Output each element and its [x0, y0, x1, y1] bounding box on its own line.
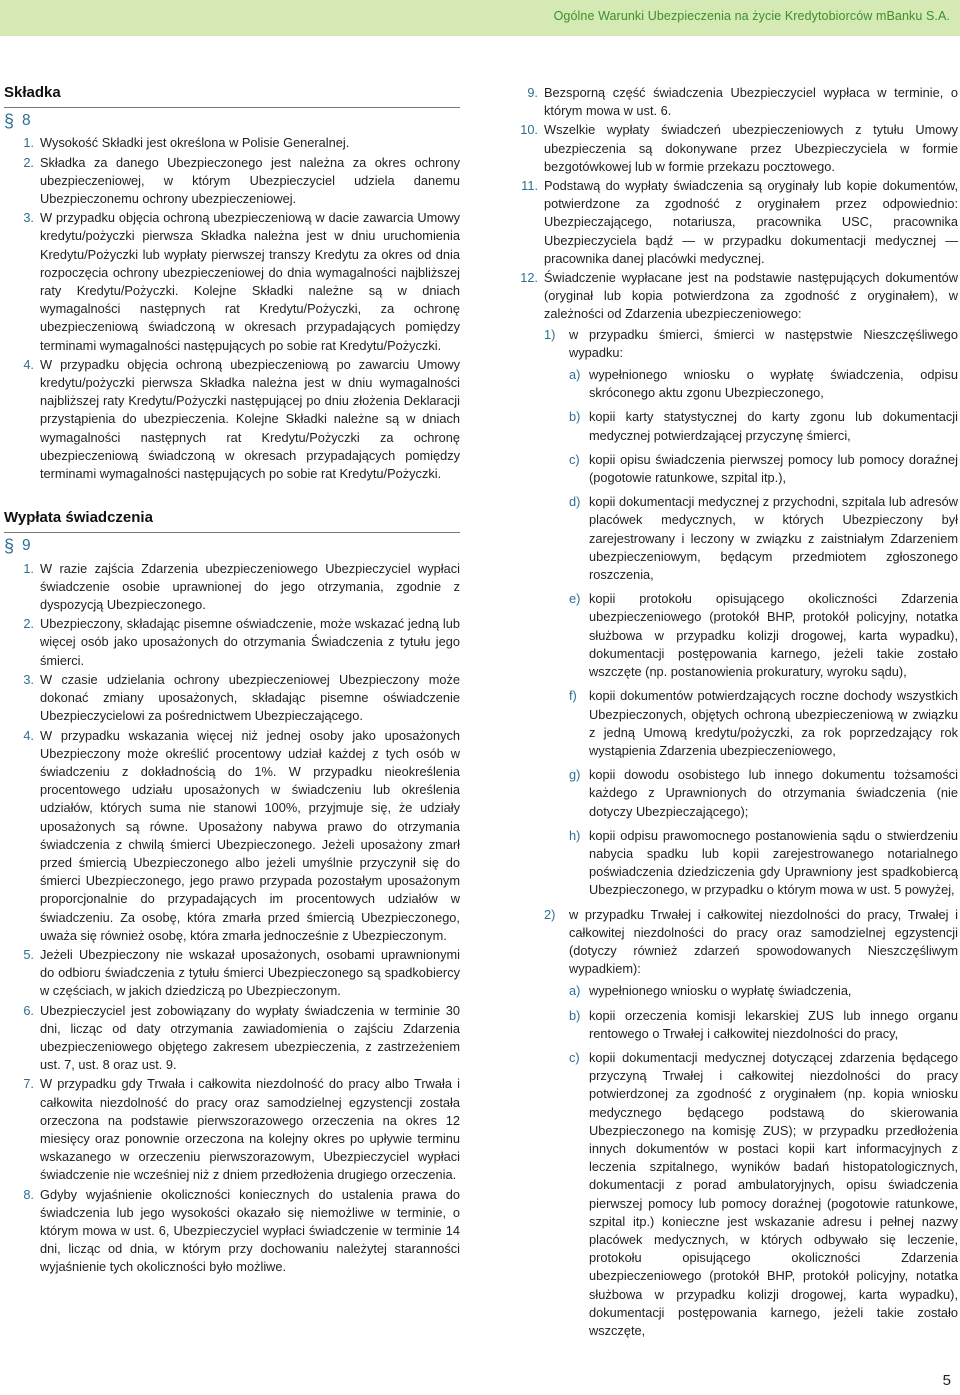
nested-sublist-item: [569, 493, 958, 584]
nested-sublist-item: [569, 687, 958, 760]
item-number: 4.: [23, 727, 34, 743]
item-number: 4.: [23, 356, 34, 372]
nested-text: kopii dokumentacji medycznej dotyczącej zdarzenia będącego przyczyną Trwałej i całkowitej niezdolności do pracy potwierdzonej za zgodność z oryginałem (np. kopia wniosku medycznego będącego podstawą do skierowania Ubezpieczonego na komisję ZUS); w przypadku przedłożenia innych dokumentów w postaci kopii kart informacyjnych z leczenia szpitalnego, wyników badań histopatologicznych, dokumentacji z porad ambulatoryjnych, opisu świadczenia pierwszej pomocy lub pomocy doraźnej (pogotowie ratunkowe, szpital itp.) konieczne jest wskazanie adresu i pełnej nazwy placówek medycznych, w których odbywało się leczenie, protokołu opisującego okoliczności Zdarzenia ubezpieczeniowego (protokół BHP, protokół policyjny, notatka służbowa w przypadku kolizji drogowej, karta wypadku), dokumentacji postępowania karnego, jeżeli takie zostało wszczęte,: [589, 1049, 958, 1338]
section-9-title: Wypłata świadczenia: [4, 509, 153, 527]
item-text: Świadczenie wypłacane jest na podstawie następujących dokumentów (oryginał lub kopia potwierdzona za zgodność z oryginałem), w zależności od Zdarzenia ubezpieczeniowego:: [544, 270, 958, 322]
sublist-marker: 1): [544, 326, 556, 342]
nested-text: kopii karty statystycznej do karty zgonu lub dokumentacji medycznej potwierdzającej przyczynę śmierci,: [589, 409, 958, 443]
item-text: W razie zajścia Zdarzenia ubezpieczeniowego Ubezpieczyciel wypłaci świadczenie osobie uprawnionej do jego otrzymania, zgodnie z dyspozycją Ubezpieczonego.: [40, 560, 460, 613]
nested-sublist-item: [569, 1007, 958, 1043]
section-9-number: [4, 537, 460, 555]
list-item: [4, 209, 460, 355]
nested-sublist-item: [569, 766, 958, 821]
left-column: [4, 84, 460, 1278]
list-item: [4, 727, 460, 945]
nested-sublist-item: [569, 982, 958, 1000]
sublist-marker: 2): [544, 906, 556, 922]
nested-sublist-item: [569, 366, 958, 402]
list-item: [508, 269, 958, 1340]
item-text: Jeżeli Ubezpieczony nie wskazał uposażonych, osobami uprawnionymi do odbioru świadczenia z tytułu śmierci Ubezpieczonego są spadkobiercy w częściach, w jakich dziedziczą po Ubezpieczonym.: [40, 946, 460, 999]
nested-marker: c): [569, 1049, 580, 1065]
list-item: [4, 560, 460, 615]
section-divider: [4, 107, 460, 108]
section-8-title: Składka: [4, 84, 61, 101]
item-number: 11.: [521, 178, 538, 194]
section-number: 9: [22, 537, 31, 555]
list-item: [4, 356, 460, 483]
section-9-list: [4, 560, 460, 1277]
item-text: Bezsporną część świadczenia Ubezpieczyciel wypłaca w terminie, o którym mowa w ust. 6.: [544, 85, 958, 119]
nested-sublist: [569, 366, 958, 899]
item-text: W przypadku wskazania więcej niż jednej osoby jako uposażonych Ubezpieczony może określić procentowy udział każdej z tych osób w świadczeniu z dokładnością do 1%. W przypadku nieokreślenia procentowego udziału uposażonych w świadczeniu lub określenia udziałów, których suma nie stanowi 100%, przyjmuje się, że udziały uposażonych są równe. Uposażony nabywa prawo do otrzymania świadczenia z chwilą śmierci Ubezpieczonego. Jeżeli uposażony zmarł przed śmiercią Ubezpieczonego albo jeżeli umyślnie przyczynił się do śmierci Ubezpieczonego, jego prawo przypada pozostałym uposażonym proporcjonalnie do przypadających im procentowych udziałów w świadczeniu. Za osobę, która zmarła przed śmiercią Ubezpieczonego, uważa się również osobę, która zmarła jednocześnie z Ubezpieczonym.: [40, 727, 460, 943]
item-text: W przypadku objęcia ochroną ubezpieczeniową po zawarciu Umowy kredytu/pożyczki pierwsza Składka należna jest w dniu wymagalności najbliższej raty Kredytu/Pożyczki następującej po dniu złożenia Deklaracji przystąpienia do ubezpieczenia. Kolejne Składki należne są w dniach wymagalności następnych rat Kredytu/Pożyczki za ochronę ubezpieczeniową świadczoną w okresach przypadających pomiędzy terminami wymagalności następujących po sobie rat Kredytu/Pożyczki.: [40, 356, 460, 482]
nested-sublist-item: [569, 827, 958, 900]
page-number: 5: [942, 1372, 951, 1389]
item-text: Wysokość Składki jest określona w Polisie Generalnej.: [40, 135, 350, 151]
list-item: [4, 134, 460, 152]
list-item: [508, 177, 958, 268]
sublist-item: [544, 326, 958, 900]
list-item: [4, 154, 460, 209]
item-text: W czasie udzielania ochrony ubezpieczeniowej Ubezpieczony może dokonać zmiany uposażonych, składając pisemne oświadczenie Ubezpieczycielowi za pośrednictwem Ubezpieczającego.: [40, 671, 460, 724]
list-item: [4, 1075, 460, 1184]
item-number: 7.: [23, 1076, 34, 1092]
section-9-item-12-list: [508, 269, 958, 1340]
item-number: 2.: [23, 616, 34, 632]
list-item: [4, 615, 460, 670]
section-number: 8: [22, 112, 31, 130]
list-item: [4, 946, 460, 1001]
item-number: 1.: [23, 560, 34, 576]
item-number: 8.: [23, 1186, 34, 1202]
item-text: Składka za danego Ubezpieczonego jest należna za okres ochrony ubezpieczeniowej, w którym Ubezpieczyciel udziela danemu Ubezpieczonemu ochrony ubezpieczeniowej.: [40, 154, 460, 207]
list-item: [4, 1186, 460, 1277]
item-number: 12.: [520, 270, 538, 286]
nested-marker: d): [569, 494, 581, 510]
nested-text: kopii orzeczenia komisji lekarskiej ZUS lub innego organu rentowego o Trwałej i całkowitej niezdolności do pracy,: [589, 1007, 958, 1041]
nested-text: wypełnionego wniosku o wypłatę świadczenia, odpisu skróconego aktu zgonu Ubezpieczonego,: [589, 367, 958, 401]
section-8-number: [4, 112, 460, 130]
right-column: [508, 84, 958, 1346]
item-number: 5.: [23, 946, 34, 962]
header-bar: [0, 0, 960, 36]
nested-sublist-item: [569, 451, 958, 487]
sublist-item: [544, 906, 958, 1341]
nested-marker: f): [569, 688, 577, 704]
section-8-list: [4, 134, 460, 483]
item-number: 6.: [23, 1002, 34, 1018]
item-number: 9.: [527, 85, 538, 100]
item-number: 2.: [23, 154, 34, 170]
sublist-text: w przypadku Trwałej i całkowitej niezdolności do pracy, Trwałej i całkowitej niezdolności do pracy oraz samodzielnej egzystencji (dotyczy również zdarzeń spowodowanych Nieszczęśliwym wypadkiem):: [569, 906, 958, 977]
nested-text: kopii opisu świadczenia pierwszej pomocy lub pomocy doraźnej (pogotowie ratunkowe, szpital itp.),: [589, 451, 958, 486]
nested-marker: e): [569, 591, 581, 607]
nested-text: kopii dokumentów potwierdzających roczne dochody wszystkich Ubezpieczonych, objętych ochroną ubezpieczeniową w związku z jedną Umową kredytu/pożyczki, za rok poprzedzający rok wystąpienia Zdarzenia ubezpieczeniowego,: [589, 688, 958, 758]
nested-marker: g): [569, 767, 581, 783]
document-title: Ogólne Warunki Ubezpieczenia na życie Kredytobiorców mBanku S.A.: [553, 9, 950, 23]
nested-text: kopii odpisu prawomocnego postanowienia sądu o stwierdzeniu nabycia spadku lub kopii zarejestrowanego notarialnego poświadczenia dziedziczenia gdy Uprawniony jest spadkobiercą Ubezpieczonego, w przypadku o którym mowa w ust. 5 powyżej,: [589, 827, 958, 898]
nested-sublist-item: [569, 1049, 958, 1340]
nested-sublist-item: [569, 408, 958, 444]
nested-marker: h): [569, 827, 581, 843]
list-item: [508, 84, 958, 120]
nested-text: kopii dokumentacji medycznej z przychodni, szpitala lub adresów placówek medycznych, w których Ubezpieczony był zarejestrowany i leczony w związku z zaistniałym Zdarzeniem ubezpieczeniowym, będącym przedmiotem zgłoszonego roszczenia,: [589, 494, 958, 583]
nested-text: wypełnionego wniosku o wypłatę świadczenia,: [589, 983, 852, 999]
item-text: Podstawą do wypłaty świadczenia są oryginały lub kopie dokumentów, potwierdzone za zgodność z oryginałem przez odpowiednio: Ubezpieczającego, notariusza, pracownika USC, pracownika Ubezpieczyciela bądź — w przypadku dokumentacji medycznej — pracownika danej placówki medycznej.: [544, 178, 958, 266]
nested-marker: a): [569, 983, 581, 999]
item-text: Ubezpieczyciel jest zobowiązany do wypłaty świadczenia w terminie 30 dni, licząc od daty otrzymania zawiadomienia o zajściu Zdarzenia ubezpieczeniowego objętego zakresem ubezpieczenia, z zastrzeżeniem ust. 7, ust. 8 oraz ust. 9.: [40, 1002, 460, 1073]
item-text: W przypadku gdy Trwała i całkowita niezdolność do pracy albo Trwała i całkowita niezdolność do pracy oraz samodzielnej egzystencji została orzeczona na podstawie pierwszorazowego orzeczenia na okres 12 miesięcy oraz ponownie orzeczona na kolejny okres po upływie terminu wskazanego w orzeczeniu pierwszorazowym, Ubezpieczyciel wypłaci świadczenie nie wcześniej niż z dniem przedłożenia drugiego orzeczenia.: [40, 1076, 460, 1183]
item-number: 3.: [23, 210, 34, 226]
nested-text: kopii protokołu opisującego okoliczności Zdarzenia ubezpieczeniowego (protokół BHP, protokół policyjny, notatka służbowa w przypadku kolizji drogowej, karta wypadku), dokumentacji postępowania karnego, jeżeli takie zostało wszczęte (np. postanowienia prokuratury, wyroku sądu),: [589, 591, 958, 680]
item-12-sublist: [544, 326, 958, 1341]
item-text: Ubezpieczony, składając pisemne oświadczenie, może wskazać jedną lub więcej osób jako uposażonych do otrzymania Świadczenia z tytułu jego śmierci.: [40, 616, 460, 668]
list-item: [4, 1002, 460, 1075]
item-text: Wszelkie wypłaty świadczeń ubezpieczeniowych z tytułu Umowy ubezpieczenia są dokonywane przez Ubezpieczyciela w formie bezgotówkowej lub w formie przekazu pocztowego.: [544, 122, 958, 174]
section-8: [4, 84, 460, 483]
list-item: [508, 121, 958, 176]
paragraph-sign-icon: §: [4, 536, 15, 557]
nested-sublist: [569, 982, 958, 1340]
paragraph-sign-icon: §: [4, 111, 15, 132]
section-9-list-continued: [508, 84, 958, 268]
list-item: [4, 671, 460, 726]
section-9: [4, 509, 460, 1276]
nested-marker: b): [569, 1007, 581, 1023]
section-divider: [4, 532, 460, 533]
item-text: W przypadku objęcia ochroną ubezpieczeniową w dacie zawarcia Umowy kredytu/pożyczki pierwsza Składka należna jest w dniu uruchomienia Kredytu/Pożyczki lub wypłaty pierwszej transzy Kredytu za okres od dnia rozpoczęcia ochrony ubezpieczeniowej do dnia wymagalności najbliższej raty Kredytu/Pożyczki. Kolejne Składki należne są w dniach wymagalności następnych rat Kredytu/Pożyczki, za ochronę ubezpieczeniową świadczoną w okresach przypadających pomiędzy terminami wymagalności następujących po sobie rat Kredytu/Pożyczki.: [40, 210, 460, 353]
item-number: 1.: [23, 135, 34, 151]
nested-sublist-item: [569, 590, 958, 681]
item-number: 10.: [520, 122, 538, 138]
sublist-text: w przypadku śmierci, śmierci w następstwie Nieszczęśliwego wypadku:: [569, 326, 958, 360]
nested-marker: c): [569, 451, 580, 467]
nested-text: kopii dowodu osobistego lub innego dokumentu tożsamości każdego z Uprawnionych do otrzymania świadczenia (nie dotyczy Ubezpieczającego);: [589, 767, 958, 819]
nested-marker: b): [569, 409, 581, 425]
item-number: 3.: [23, 671, 34, 687]
item-text: Gdyby wyjaśnienie okoliczności koniecznych do ustalenia prawa do świadczenia lub jego wysokości okazało się niemożliwe w terminie, o którym mowa w ust. 6, Ubezpieczyciel wypłaci świadczenie w terminie 14 dni, licząc od dnia, w którym przy dochowaniu należytej staranności wyjaśnienie tych okoliczności było możliwe.: [40, 1186, 460, 1275]
nested-marker: a): [569, 367, 581, 383]
